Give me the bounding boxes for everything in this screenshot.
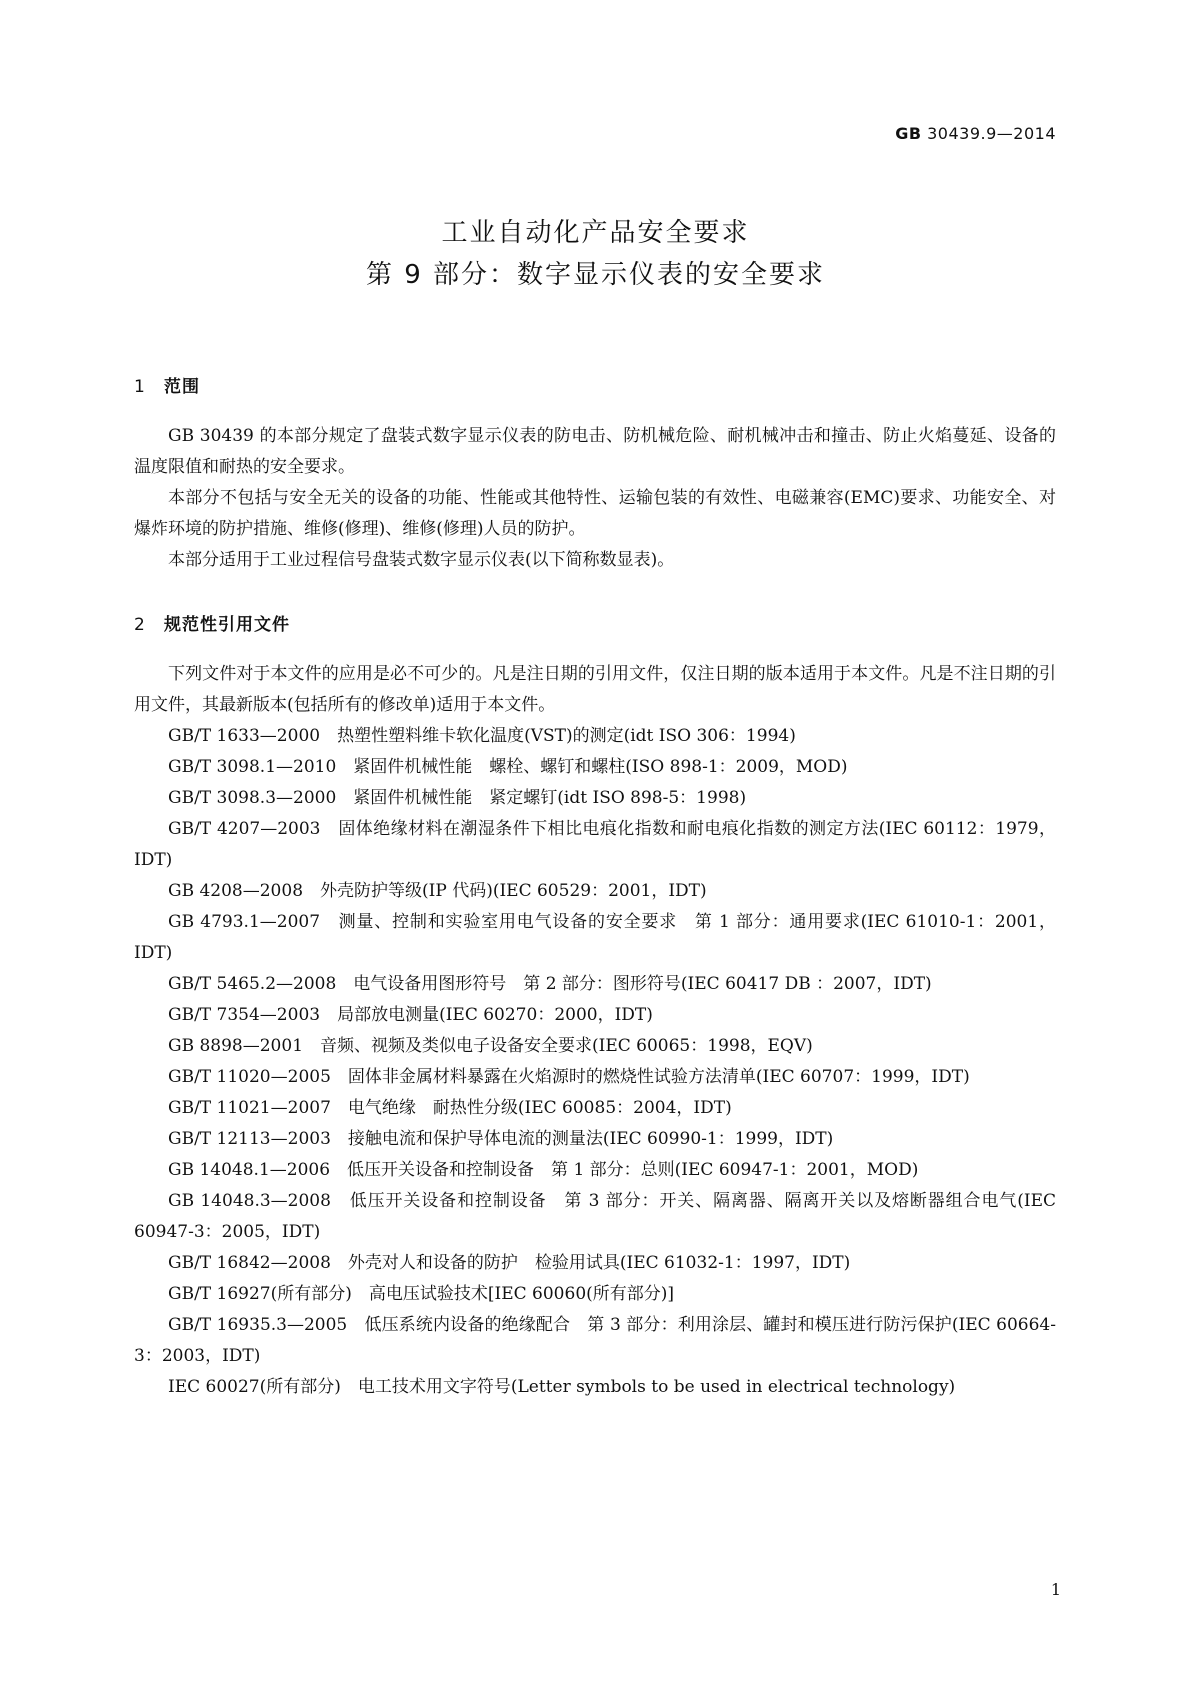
paragraph: GB 30439 的本部分规定了盘装式数字显示仪表的防电击、防机械危险、耐机械冲击和撞击、防止火焰蔓延、设备的温度限值和耐热的安全要求。 [134,426,1056,477]
reference-entry: GB/T 3098.1—2010 紧固件机械性能 螺栓、螺钉和螺柱(ISO 898-1：2009，MOD) [168,757,848,777]
section-scope [134,372,1056,576]
standard-code: 30439.9—2014 [921,124,1056,143]
section-title: 规范性引用文件 [164,615,290,635]
document-body [134,372,1056,1403]
reference-entry: GB/T 16927(所有部分) 高电压试验技术[IEC 60060(所有部分)] [168,1284,675,1304]
reference-entry: GB 8898—2001 音频、视频及类似电子设备安全要求(IEC 60065：1998，EQV) [168,1036,813,1056]
paragraph: 下列文件对于本文件的应用是必不可少的。凡是注日期的引用文件，仅注日期的版本适用于本文件。凡是不注日期的引用文件，其最新版本(包括所有的修改单)适用于本文件。 [134,664,1056,715]
reference-entry: GB 4793.1—2007 测量、控制和实验室用电气设备的安全要求 第 1 部分：通用要求(IEC 61010-1：2001，IDT) [134,912,1056,963]
page-number: 1 [1050,1580,1061,1599]
reference-entry: GB/T 4207—2003 固体绝缘材料在潮湿条件下相比电痕化指数和耐电痕化指数的测定方法(IEC 60112：1979，IDT) [134,819,1056,870]
reference-entry: GB 4208—2008 外壳防护等级(IP 代码)(IEC 60529：2001，IDT) [168,881,707,901]
paragraph: 本部分不包括与安全无关的设备的功能、性能或其他特性、运输包装的有效性、电磁兼容(EMC)要求、功能安全、对爆炸环境的防护措施、维修(修理)、维修(修理)人员的防护。 [134,488,1056,539]
reference-entry: GB/T 11020—2005 固体非金属材料暴露在火焰源时的燃烧性试验方法清单(IEC 60707：1999，IDT) [168,1067,970,1087]
reference-entry: GB 14048.3—2008 低压开关设备和控制设备 第 3 部分：开关、隔离器、隔离开关以及熔断器组合电气(IEC 60947-3：2005，IDT) [134,1191,1056,1242]
reference-entry: GB 14048.1—2006 低压开关设备和控制设备 第 1 部分：总则(IEC 60947-1：2001，MOD) [168,1160,919,1180]
reference-entry: GB/T 5465.2—2008 电气设备用图形符号 第 2 部分：图形符号(IEC 60417 DB ：2007，IDT) [168,974,932,994]
section-number: 1 [134,377,146,397]
title-line-2: 第 9 部分：数字显示仪表的安全要求 [365,260,826,290]
reference-entry: IEC 60027(所有部分) 电工技术用文字符号(Letter symbols to be used in electrical technology) [168,1377,956,1397]
section-title: 范围 [164,377,200,397]
reference-entry: GB/T 1633—2000 热塑性塑料维卡软化温度(VST)的测定(idt ISO 306：1994) [168,726,796,746]
document-title [0,212,1191,296]
standard-number [895,124,1056,143]
section-normative-references [134,610,1056,1403]
standard-prefix: GB [895,124,922,143]
reference-entry: GB/T 7354—2003 局部放电测量(IEC 60270：2000，IDT) [168,1005,653,1025]
reference-entry: GB/T 16842—2008 外壳对人和设备的防护 检验用试具(IEC 61032-1：1997，IDT) [168,1253,851,1273]
reference-entry: GB/T 3098.3—2000 紧固件机械性能 紧定螺钉(idt ISO 898-5：1998) [168,788,747,808]
paragraph: 本部分适用于工业过程信号盘装式数字显示仪表(以下简称数显表)。 [168,550,675,570]
reference-entry: GB/T 16935.3—2005 低压系统内设备的绝缘配合 第 3 部分：利用涂层、罐封和模压进行防污保护(IEC 60664-3：2003，IDT) [134,1315,1056,1366]
title-line-1: 工业自动化产品安全要求 [441,218,750,248]
reference-entry: GB/T 11021—2007 电气绝缘 耐热性分级(IEC 60085：2004，IDT) [168,1098,732,1118]
section-number: 2 [134,615,146,635]
section-heading [134,610,1056,635]
reference-entry: GB/T 12113—2003 接触电流和保护导体电流的测量法(IEC 60990-1：1999，IDT) [168,1129,834,1149]
section-heading [134,372,1056,397]
